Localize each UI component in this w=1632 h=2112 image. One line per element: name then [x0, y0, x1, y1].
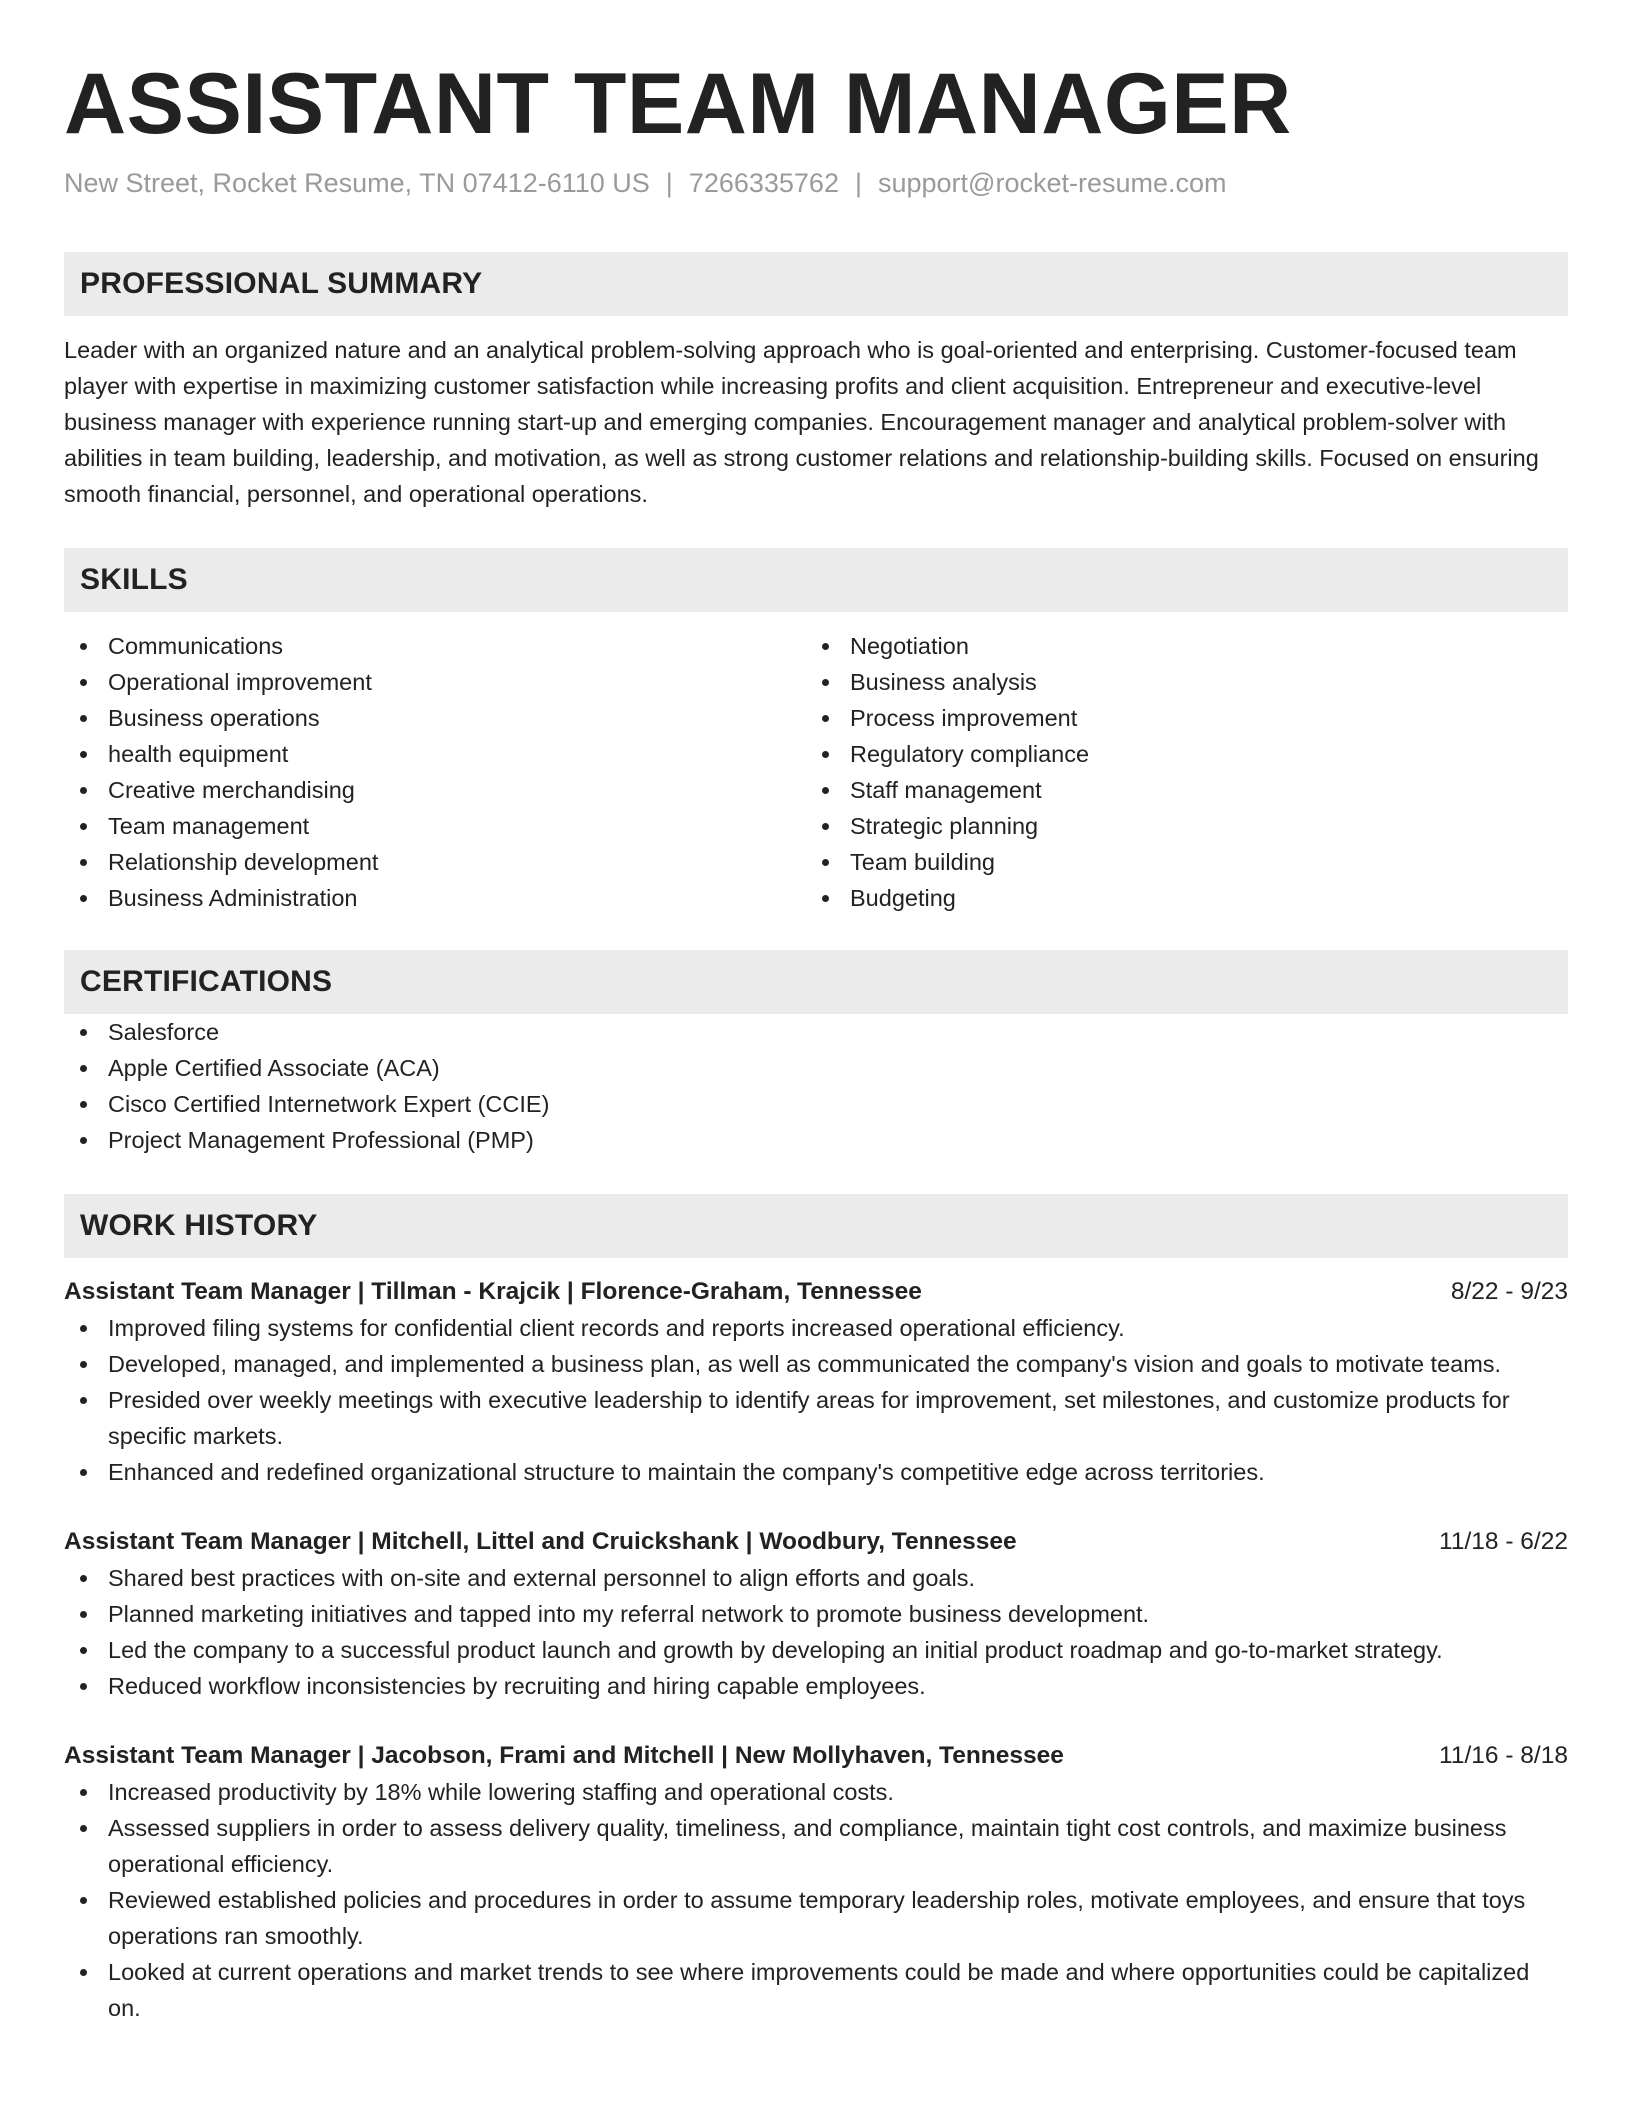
skill-item: Communications: [64, 628, 806, 664]
contact-separator: |: [854, 168, 862, 198]
job-title: Assistant Team Manager | Mitchell, Littel and Cruickshank | Woodbury, Tennessee: [64, 1528, 1017, 1555]
skill-item: Staff management: [806, 772, 1548, 808]
bullet-icon: [822, 715, 829, 722]
skill-item: Regulatory compliance: [806, 736, 1548, 772]
contact-address: New Street, Rocket Resume, TN 07412-6110 US: [64, 168, 650, 198]
bullet-icon: [80, 751, 87, 758]
bullet-icon: [80, 1029, 87, 1036]
bullet-icon: [80, 679, 87, 686]
section-header-work-history: WORK HISTORY: [64, 1194, 1568, 1258]
bullet-icon: [80, 787, 87, 794]
bullet-icon: [80, 1137, 87, 1144]
contact-phone: 7266335762: [688, 168, 839, 198]
certification-list: [64, 1014, 1568, 1158]
job-title: Assistant Team Manager | Tillman - Krajcik | Florence-Graham, Tennessee: [64, 1278, 922, 1305]
skill-item: Business operations: [64, 700, 806, 736]
candidate-name: ASSISTANT TEAM MANAGER: [64, 56, 1292, 152]
job-entry: [64, 1738, 1568, 2026]
bullet-icon: [80, 1361, 87, 1368]
job-bullet: Increased productivity by 18% while lowering staffing and operational costs.: [64, 1774, 1568, 1810]
skill-item: Team management: [64, 808, 806, 844]
bullet-icon: [80, 823, 87, 830]
job-header: [64, 1738, 1568, 1774]
bullet-icon: [80, 1575, 87, 1582]
contact-line: [64, 166, 1568, 200]
bullet-icon: [80, 715, 87, 722]
job-bullet: Presided over weekly meetings with executive leadership to identify areas for improvement, set milestones, and customize products for specific markets.: [64, 1382, 1568, 1454]
job-entry: [64, 1274, 1568, 1490]
skill-item: Team building: [806, 844, 1548, 880]
bullet-icon: [80, 1469, 87, 1476]
bullet-icon: [80, 1065, 87, 1072]
skill-item: Business Administration: [64, 880, 806, 916]
bullet-icon: [80, 1897, 87, 1904]
skill-item: Business analysis: [806, 664, 1548, 700]
skill-item: Operational improvement: [64, 664, 806, 700]
section-header-certifications: CERTIFICATIONS: [64, 950, 1568, 1014]
job-bullet: Led the company to a successful product launch and growth by developing an initial product roadmap and go-to-market strategy.: [64, 1632, 1568, 1668]
bullet-icon: [822, 859, 829, 866]
certification-item: Cisco Certified Internetwork Expert (CCIE): [64, 1086, 1568, 1122]
skill-item: health equipment: [64, 736, 806, 772]
job-entry: [64, 1524, 1568, 1704]
job-bullet: Improved filing systems for confidential client records and reports increased operational efficiency.: [64, 1310, 1568, 1346]
section-header-skills: SKILLS: [64, 548, 1568, 612]
bullet-icon: [80, 1789, 87, 1796]
job-bullet: Enhanced and redefined organizational structure to maintain the company's competitive edge across territories.: [64, 1454, 1568, 1490]
job-dates: 11/18 - 6/22: [1439, 1528, 1568, 1555]
skills-column-right: [806, 628, 1548, 916]
job-header: [64, 1274, 1568, 1310]
bullet-icon: [80, 643, 87, 650]
job-bullet: Planned marketing initiatives and tapped into my referral network to promote business development.: [64, 1596, 1568, 1632]
bullet-icon: [822, 787, 829, 794]
skill-item: Creative merchandising: [64, 772, 806, 808]
bullet-icon: [80, 1825, 87, 1832]
bullet-icon: [80, 1683, 87, 1690]
bullet-icon: [80, 1969, 87, 1976]
job-header: [64, 1524, 1568, 1560]
skill-item: Negotiation: [806, 628, 1548, 664]
bullet-icon: [822, 643, 829, 650]
bullet-icon: [80, 1101, 87, 1108]
bullet-icon: [80, 1647, 87, 1654]
skill-item: Process improvement: [806, 700, 1548, 736]
bullet-icon: [80, 1397, 87, 1404]
skills-column-left: [64, 628, 806, 916]
job-bullet-list: [64, 1310, 1568, 1490]
summary-text: Leader with an organized nature and an analytical problem-solving approach who is goal-oriented and enterprising. Customer-focused team player with expertise in maximizing customer satisfaction while increasing profits and client acquisition. Entrepreneur and executive-level business manager with experience running start-up and emerging companies. Encouragement manager and analytical problem-solver with abilities in team building, leadership, and motivation, as well as strong customer relations and relationship-building skills. Focused on ensuring smooth financial, personnel, and operational operations.: [64, 337, 1539, 507]
job-bullet: Looked at current operations and market trends to see where improvements could be made and where opportunities could be capitalized on.: [64, 1954, 1568, 2026]
skill-item: Strategic planning: [806, 808, 1548, 844]
job-bullet: Assessed suppliers in order to assess delivery quality, timeliness, and compliance, maintain tight cost controls, and maximize business operational efficiency.: [64, 1810, 1568, 1882]
bullet-icon: [822, 823, 829, 830]
resume-page: [64, 56, 1568, 2026]
section-header-summary: PROFESSIONAL SUMMARY: [64, 252, 1568, 316]
skills-grid: [64, 628, 1568, 916]
bullet-icon: [822, 751, 829, 758]
job-dates: 11/16 - 8/18: [1439, 1742, 1568, 1769]
job-bullet: Reviewed established policies and procedures in order to assume temporary leadership roles, motivate employees, and ensure that toys operations ran smoothly.: [64, 1882, 1568, 1954]
job-title: Assistant Team Manager | Jacobson, Frami and Mitchell | New Mollyhaven, Tennessee: [64, 1742, 1064, 1769]
bullet-icon: [822, 679, 829, 686]
bullet-icon: [80, 1611, 87, 1618]
bullet-icon: [80, 895, 87, 902]
skill-item: Relationship development: [64, 844, 806, 880]
job-bullet: Reduced workflow inconsistencies by recruiting and hiring capable employees.: [64, 1668, 1568, 1704]
bullet-icon: [80, 1325, 87, 1332]
certification-item: Project Management Professional (PMP): [64, 1122, 1568, 1158]
bullet-icon: [80, 859, 87, 866]
job-bullet: Developed, managed, and implemented a business plan, as well as communicated the company's vision and goals to motivate teams.: [64, 1346, 1568, 1382]
bullet-icon: [822, 895, 829, 902]
skill-item: Budgeting: [806, 880, 1548, 916]
certification-item: Apple Certified Associate (ACA): [64, 1050, 1568, 1086]
job-bullet-list: [64, 1774, 1568, 2026]
contact-separator: |: [665, 168, 673, 198]
contact-email: support@rocket-resume.com: [877, 168, 1227, 198]
certification-item: Salesforce: [64, 1014, 1568, 1050]
job-dates: 8/22 - 9/23: [1450, 1278, 1568, 1305]
job-bullet: Shared best practices with on-site and external personnel to align efforts and goals.: [64, 1560, 1568, 1596]
job-bullet-list: [64, 1560, 1568, 1704]
